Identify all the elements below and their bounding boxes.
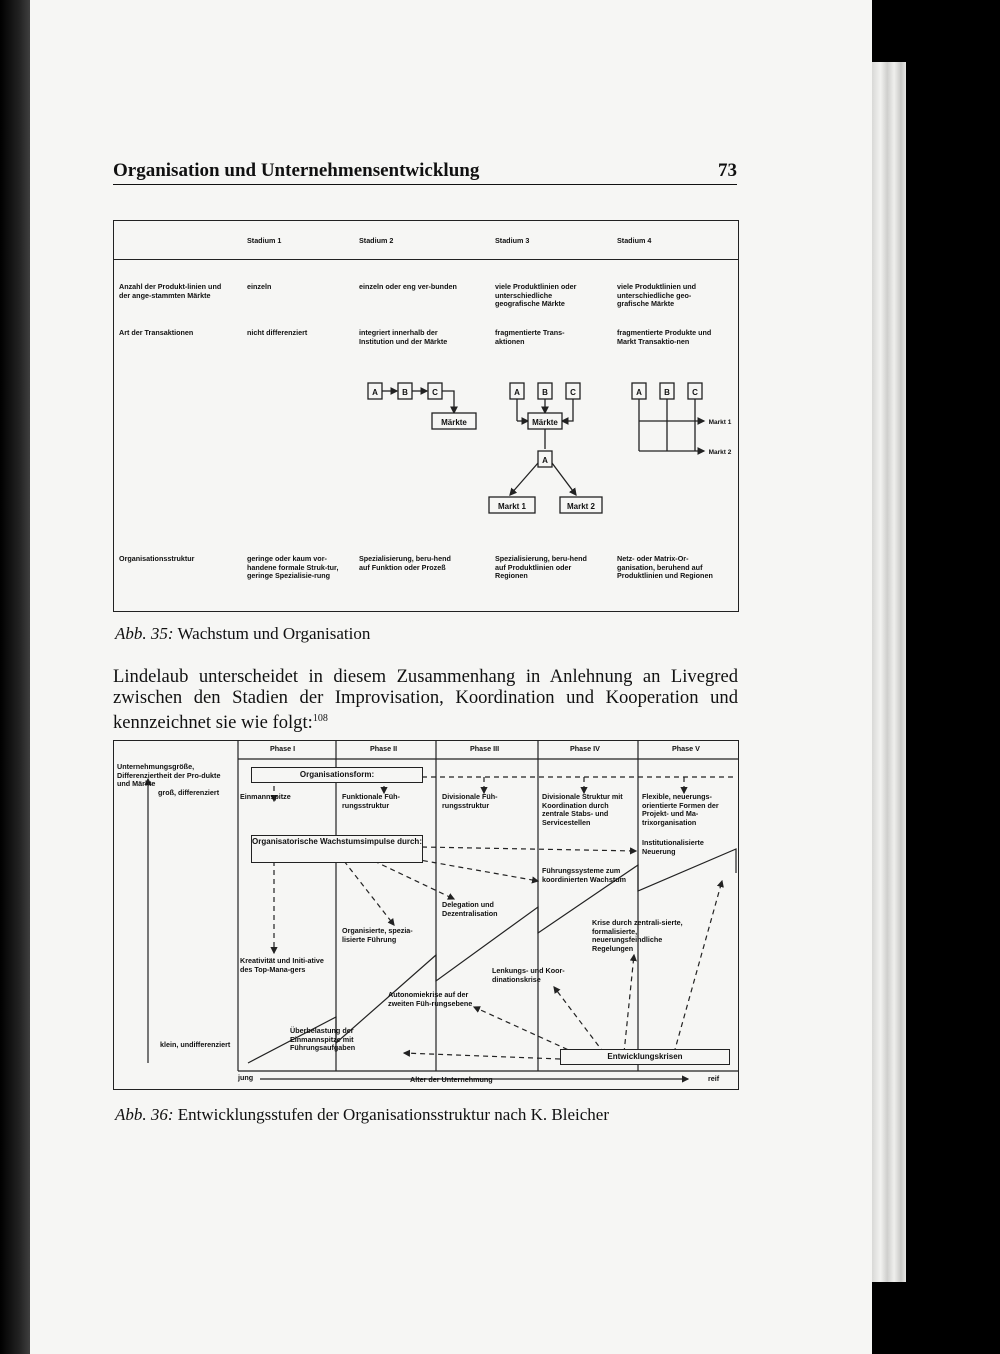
cell-r3-s1: geringe oder kaum vor-handene formale Struk-tur, geringe Spezialisie-rung [247,554,339,581]
figure-35-title: Wachstum und Organisation [177,624,371,643]
cell-r2-s1: nicht differenziert [247,328,308,337]
s3-box-c: C [570,388,576,397]
cell-r1-s1: einzeln [247,282,272,291]
figure-35-caption [115,624,370,644]
cell-r1-s4: viele Produktlinien und unterschiedliche geo-grafische Märkte [617,282,697,309]
stage3-diagram [489,383,602,513]
paragraph-line-2: zwischen den Stadien der Improvisation, Koordination und Kooperation und [113,687,738,708]
impulse-2: Organisierte, spezia-lisierte Führung [342,926,413,944]
s3-box-b: B [542,388,548,397]
page-edge-stack [872,62,906,1282]
phase-header-5: Phase V [672,744,700,753]
cell-r1-s2: einzeln oder eng ver-bunden [359,282,457,291]
form-5: Flexible, neuerungs-orientierte Formen der Projekt- und Ma-trixorganisation [642,792,719,827]
s4-label-markt2: Markt 2 [708,449,732,456]
figure-35-label: Abb. 35: [115,624,174,643]
form-4: Divisionale Struktur mit Koordination durch zentrale Stabs- und Servicestellen [542,792,623,827]
x-axis-title: Alter der Unternehmung [410,1075,493,1084]
x-axis-right-label: reif [708,1074,720,1083]
cell-r2-s2: integriert innerhalb der Institution und der Märkte [359,328,448,346]
crises-box: Entwicklungskrisen [560,1049,730,1065]
book-gutter-shadow [0,0,32,1354]
s3-box-a2: A [542,456,548,465]
s3-box-markt2: Markt 2 [566,502,596,511]
s2-box-maerkte: Märkte [441,418,467,427]
stage-header-2: Stadium 2 [359,236,394,245]
s4-box-b: B [664,388,670,397]
cell-r3-s3: Spezialisierung, beru-hend auf Produktlinien oder Regionen [495,554,587,581]
s3-box-maerkte: Märkte [532,418,558,427]
header-rule [114,259,738,260]
impulse-5: Institutionalisierte Neuerung [642,838,704,856]
row-label-transactions: Art der Transaktionen [119,328,194,337]
figure-36-label: Abb. 36: [115,1105,174,1124]
stage-header-1: Stadium 1 [247,236,282,245]
impulses-box: Organisatorische Wachstumsimpulse durch: [251,835,423,863]
row-label-product-lines: Anzahl der Produkt-linien und der ange-stammten Märkte [119,282,222,300]
crisis-4: Krise durch zentrali-sierte, formalisierte, neuerungsfeindliche Regelungen [592,918,683,953]
cell-r2-s4: fragmentierte Produkte und Markt Transaktio-nen [617,328,712,346]
impulse-3: Delegation und Dezentralisation [442,900,498,918]
stage-header-4: Stadium 4 [617,236,652,245]
cell-r3-s4: Netz- oder Matrix-Or-ganisation, beruhend auf Produktlinien und Regionen [617,554,713,581]
paragraph-line-3-text: kennzeichnet sie wie folgt: [113,712,313,734]
form-2: Funktionale Füh-rungsstruktur [342,792,400,810]
crisis-3: Lenkungs- und Koor-dinationskrise [492,966,565,984]
phase-header-4: Phase IV [570,744,600,753]
s3-box-markt1: Markt 1 [497,502,527,511]
s4-box-a: A [636,388,642,397]
figure-36-diagram [113,740,739,1090]
y-axis-title: Unternehmungsgröße, Differenziertheit der Pro-dukte und Märkte [117,762,221,789]
phase-header-3: Phase III [470,744,500,753]
crisis-2: Autonomiekrise auf der zweiten Füh-rungsebene [388,990,473,1008]
s2-box-a: A [372,388,378,397]
s2-box-b: B [402,388,408,397]
org-form-box: Organisationsform: [251,767,423,783]
footnote-ref: 108 [312,713,328,724]
cell-r1-s3: viele Produktlinien oder unterschiedliche geografische Märkte [495,282,577,309]
x-axis-left-label: jung [238,1073,254,1082]
row-label-org-structure: Organisationsstruktur [119,554,195,563]
running-head [113,160,737,185]
y-axis-bottom-label: klein, undifferenziert [160,1040,231,1049]
running-head-title: Organisation und Unternehmensentwicklung [113,160,480,181]
form-1: Einmannspitze [240,792,291,801]
figure-35-table [113,220,739,612]
structure-diagrams [114,371,738,531]
paragraph-line-3 [113,708,738,733]
phase-header-1: Phase I [270,744,296,753]
cell-r2-s3: fragmentierte Trans-aktionen [495,328,565,346]
impulse-4: Führungssysteme zum koordinierten Wachstum [542,866,626,884]
s3-box-a: A [514,388,520,397]
paragraph-line-1: Lindelaub unterscheidet in diesem Zusammenhang in Anlehnung an Livegred [113,666,738,687]
form-3: Divisionale Füh-rungsstruktur [442,792,498,810]
stage-header-3: Stadium 3 [495,236,530,245]
s4-box-c: C [692,388,698,397]
s4-label-markt1: Markt 1 [708,419,732,426]
crisis-1: Überbelastung der Einmannspitze mit Führungsaufgaben [290,1026,356,1053]
figure-36-title: Entwicklungsstufen der Organisationsstruktur nach K. Bleicher [177,1105,609,1124]
phase-header-2: Phase II [370,744,398,753]
s2-box-c: C [432,388,438,397]
page-number: 73 [718,160,737,181]
cell-r3-s2: Spezialisierung, beru-hend auf Funktion oder Prozeß [359,554,451,572]
impulse-1: Kreativität und Initi-ative des Top-Mana-gers [240,956,324,974]
body-paragraph [113,666,738,733]
y-axis-top-label: groß, differenziert [158,788,220,797]
figure-36-caption [115,1105,609,1125]
